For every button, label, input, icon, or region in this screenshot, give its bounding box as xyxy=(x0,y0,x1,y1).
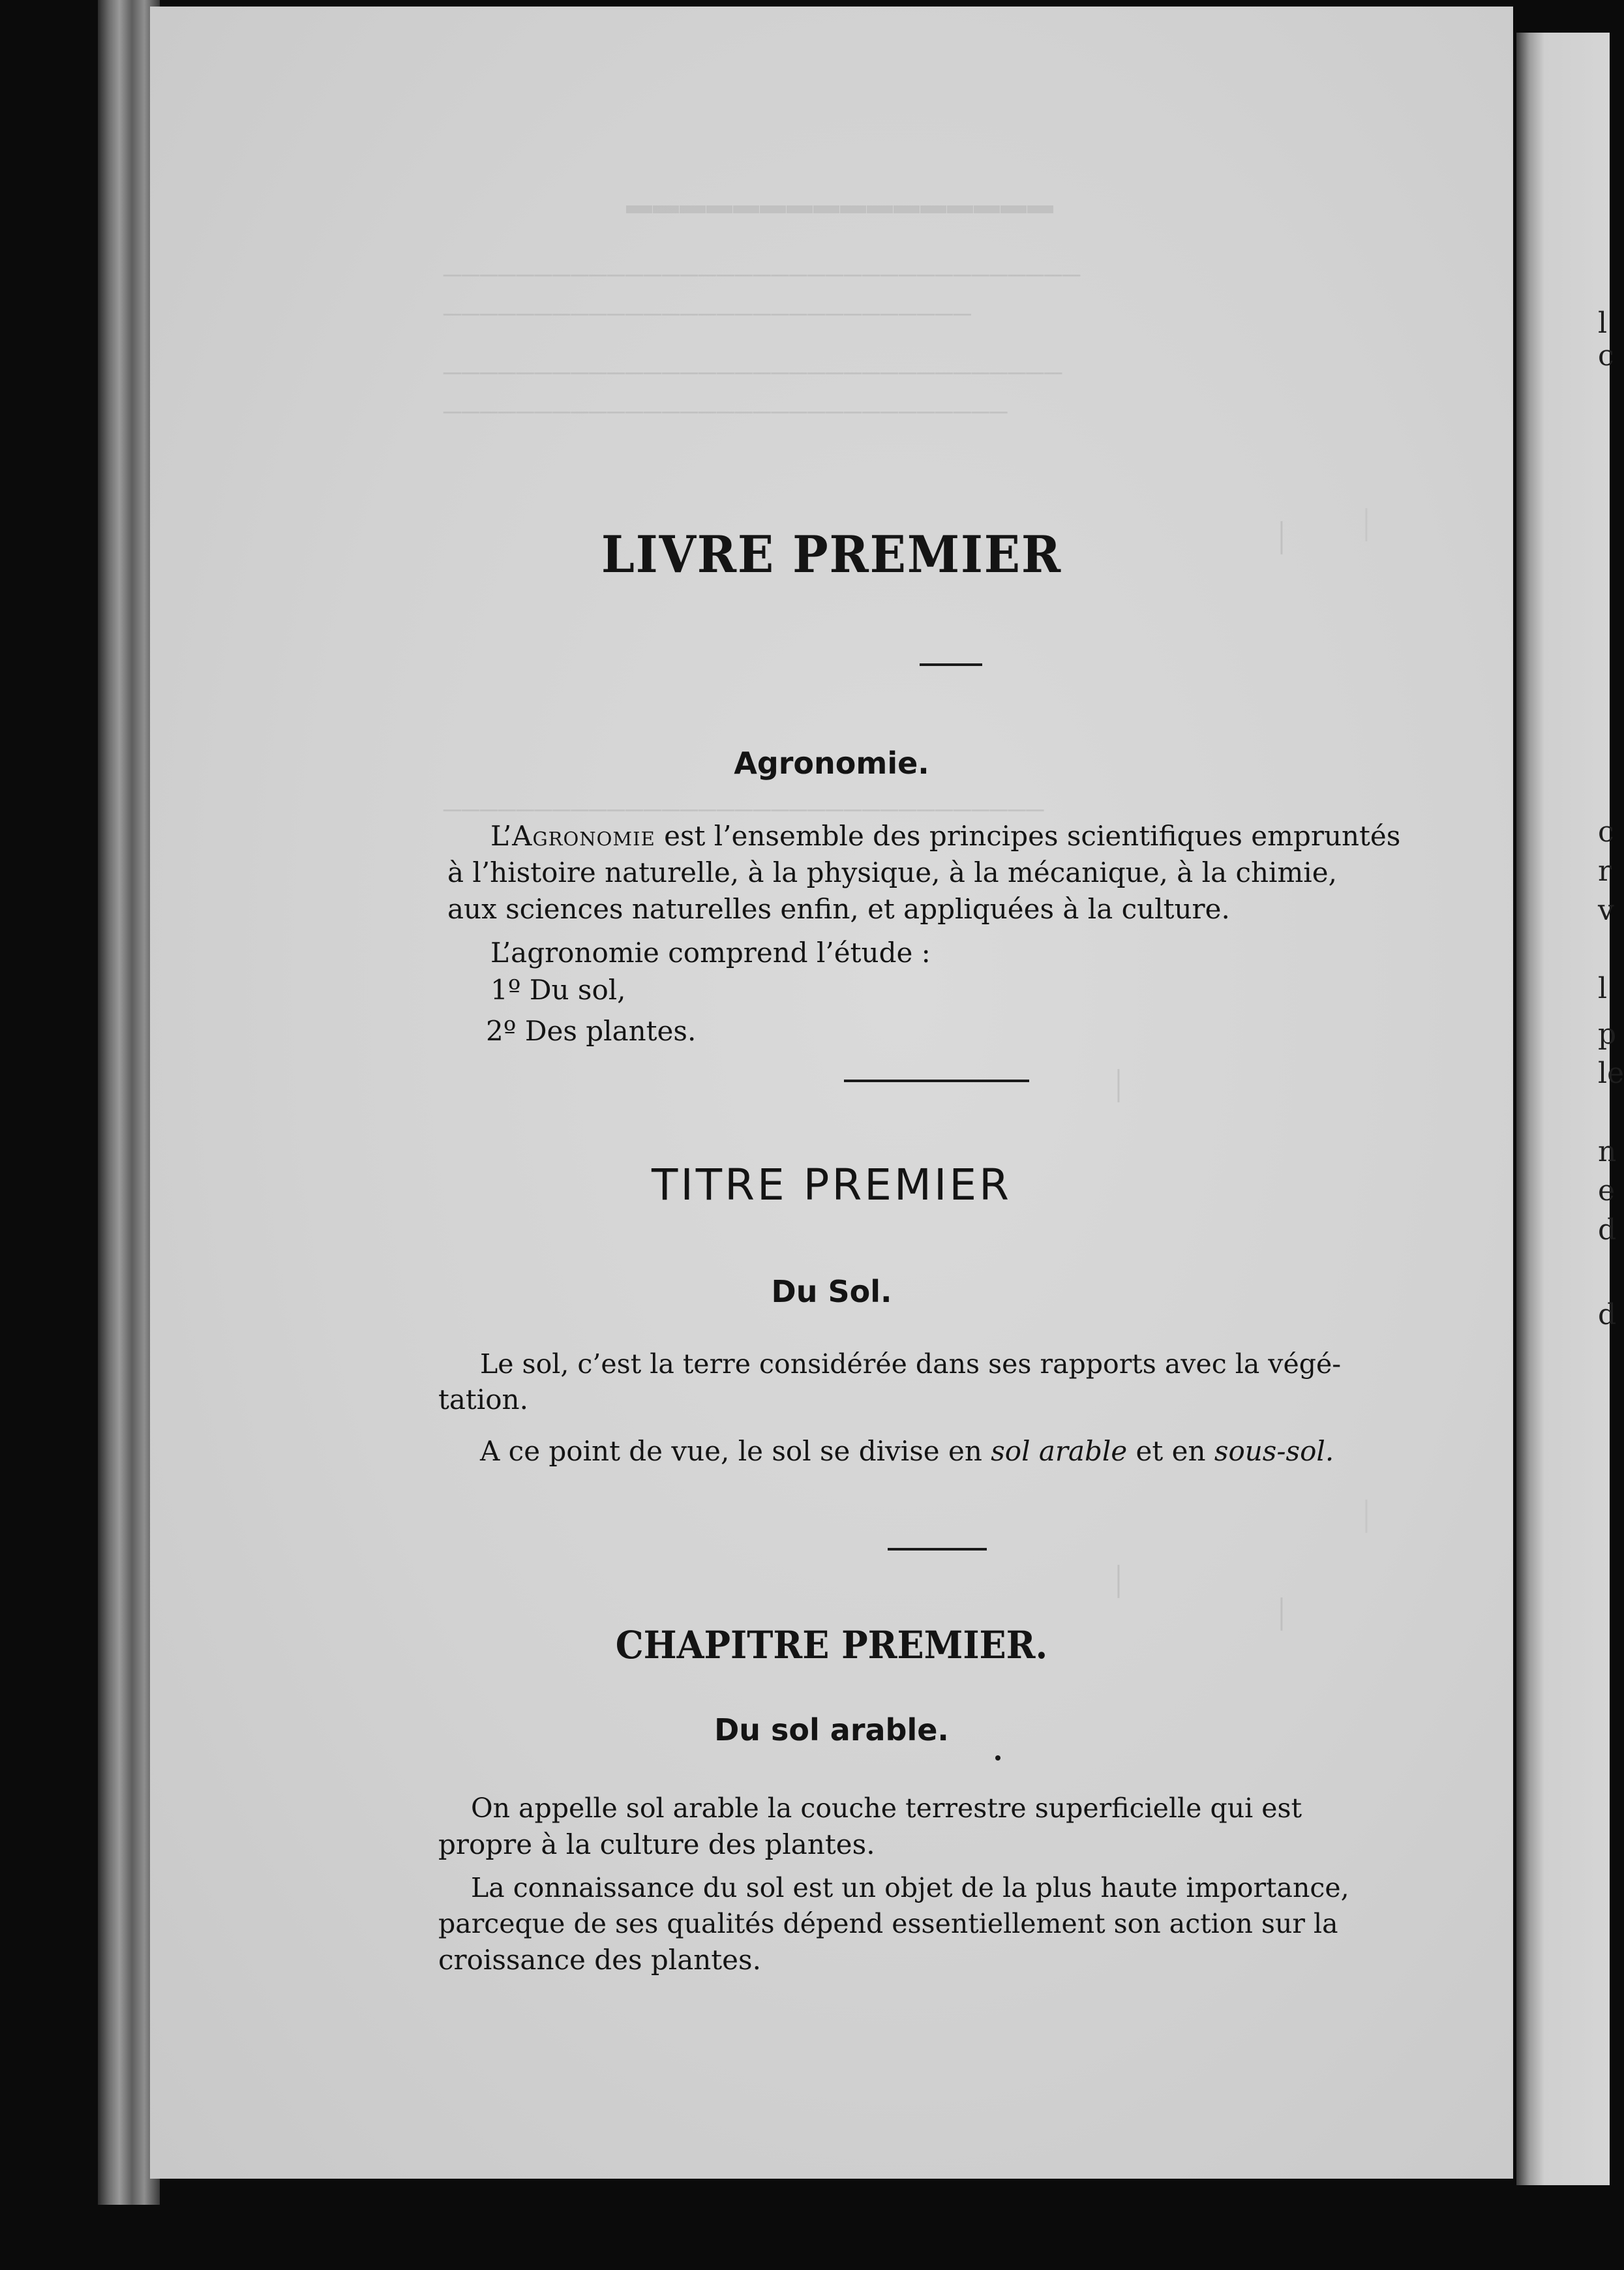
section-divider xyxy=(844,1080,1029,1082)
soil-division-line xyxy=(480,1435,1334,1467)
study-item: 1º Du sol, xyxy=(490,974,626,1006)
next-page-fragment: c xyxy=(1598,339,1614,372)
next-page-fragment: v xyxy=(1598,894,1614,927)
next-page-fragment: le xyxy=(1598,1057,1624,1090)
title-heading: TITRE PREMIER xyxy=(652,1160,1012,1210)
definition-lead-term: L’Agronomie xyxy=(490,820,655,852)
soil-definition-line-2: tation. xyxy=(438,1384,528,1415)
next-page-fragment: e xyxy=(1598,1174,1616,1207)
book-title: LIVRE PREMIER xyxy=(601,525,1062,584)
importance-line-1: La connaissance du sol est un objet de la plus haute importance, xyxy=(471,1872,1349,1903)
section-divider xyxy=(888,1548,987,1551)
importance-line-3: croissance des plantes. xyxy=(438,1944,761,1976)
next-page-fragment: d xyxy=(1598,1298,1617,1331)
chapter-subheading: Du sol arable. xyxy=(714,1712,949,1748)
bleed-through-layer: ▬▬▬▬▬▬▬▬▬▬▬▬▬▬▬▬ ─────────────────────────────────── ───────────────────────────── ────────────────────────────────── ─────────────────────────────── ───────────────────────────────── │ │ │ │ │ │ xyxy=(444,190,1377,1629)
section-heading: Agronomie. xyxy=(734,746,929,781)
definition-line-3: aux sciences naturelles enfin, et appliquées à la culture. xyxy=(447,893,1230,925)
next-page-edge xyxy=(1516,33,1610,2185)
study-intro: L’agronomie comprend l’étude : xyxy=(490,937,931,969)
next-page-fragment: p xyxy=(1598,1018,1617,1051)
next-page-fragment: c xyxy=(1598,815,1614,849)
next-page-fragment: l xyxy=(1598,307,1608,340)
next-page-fragment: d xyxy=(1598,1213,1617,1247)
print-speck xyxy=(995,1755,1000,1761)
soil-definition-line-1: Le sol, c’est la terre considérée dans ses rapports avec la végé- xyxy=(480,1348,1342,1380)
chapter-heading: CHAPITRE PREMIER. xyxy=(615,1623,1048,1667)
soil-division-text: A ce point de vue, le sol se divise en xyxy=(480,1435,991,1467)
next-page-fragment: r xyxy=(1598,855,1612,888)
next-page-fragment: n xyxy=(1598,1135,1617,1168)
section-divider xyxy=(920,663,982,666)
soil-division-text: et en xyxy=(1127,1435,1214,1467)
study-item: 2º Des plantes. xyxy=(486,1015,697,1047)
importance-line-2: parceque de ses qualités dépend essentiellement son action sur la xyxy=(438,1908,1338,1939)
next-page-fragment: l xyxy=(1598,972,1608,1005)
term-sous-sol: sous-sol. xyxy=(1214,1435,1334,1467)
definition-line-1 xyxy=(490,820,1400,852)
title-subheading: Du Sol. xyxy=(771,1274,892,1309)
definition-text: est l’ensemble des principes scientifiques empruntés xyxy=(655,820,1401,852)
arable-definition-line-2: propre à la culture des plantes. xyxy=(438,1828,875,1860)
term-sol-arable: sol arable xyxy=(991,1435,1128,1467)
arable-definition-line-1: On appelle sol arable la couche terrestre superficielle qui est xyxy=(471,1793,1302,1824)
definition-line-2: à l’histoire naturelle, à la physique, à la mécanique, à la chimie, xyxy=(447,856,1337,888)
